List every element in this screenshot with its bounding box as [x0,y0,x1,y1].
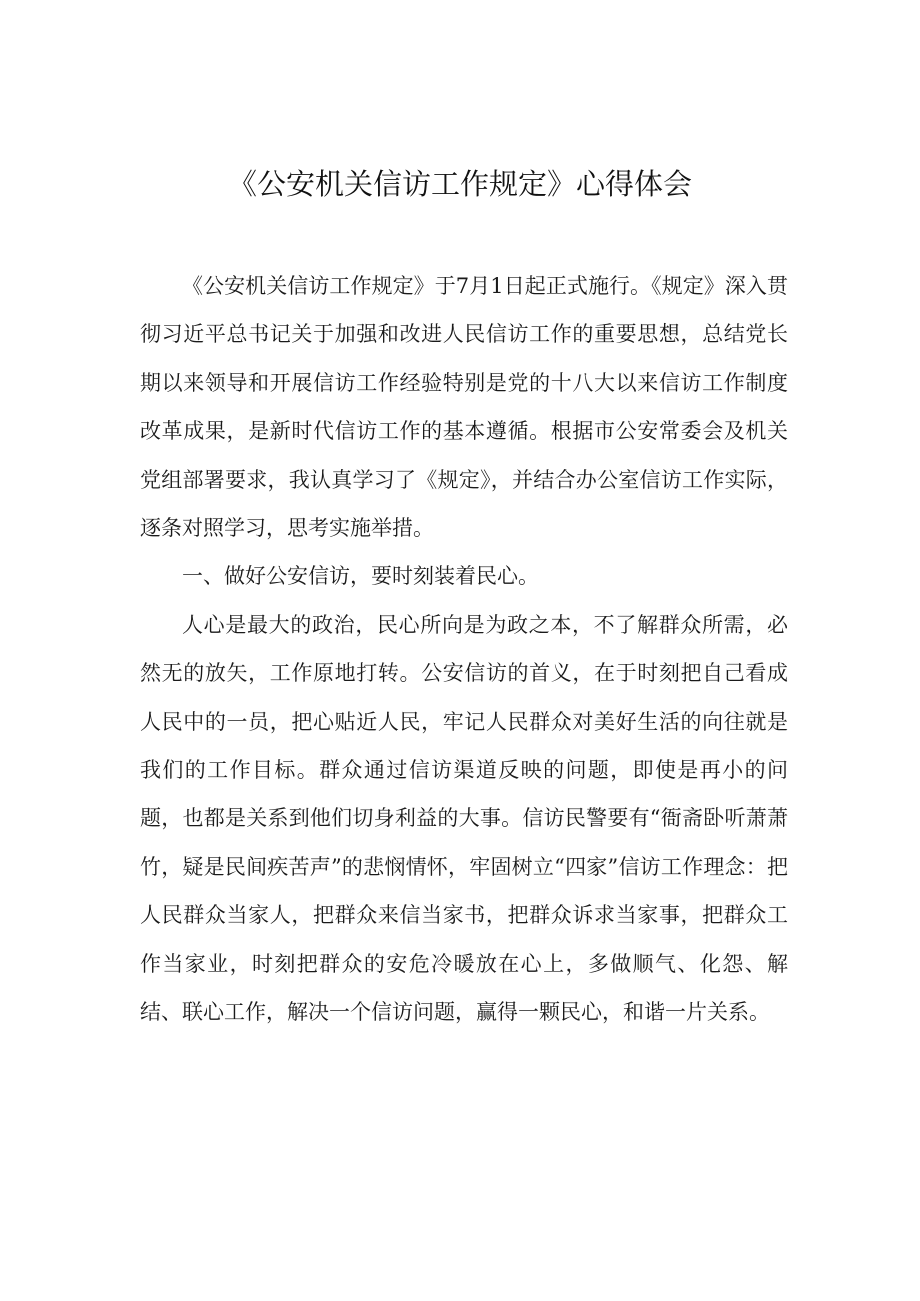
document-body [140,262,788,1037]
document-title: 《公安机关信访工作规定》心得体会 [227,167,692,201]
section-heading-1: 一、做好公安信访，要时刻装着民心。 [182,564,539,589]
paragraph-section-1: 人心是最大的政治，民心所向是为政之本，不了解群众所需，必然无的放矢，工作原地打转。公安信访的首义，在于时刻把自己看成人民中的一员，把心贴近人民，牢记人民群众对美好生活的向往就是我们的工作目标。群众通过信访渠道反映的问题，即使是再小的问题，也都是关系到他们切身利益的大事。信访民警要有“衙斋卧听萧萧竹，疑是民间疾苦声”的悲悯情怀，牢固树立“四家”信访工作理念：把人民群众当家人，把群众来信当家书，把群众诉求当家事，把群众工作当家业，时刻把群众的安危冷暖放在心上，多做顺气、化怨、解结、联心工作，解决一个信访问题，赢得一颗民心，和谐一片关系。 [140,612,788,1025]
paragraph-intro: 《公安机关信访工作规定》于7月1日起正式施行。《规定》深入贯彻习近平总书记关于加强和改进人民信访工作的重要思想，总结党长期以来领导和开展信访工作经验特别是党的十八大以来信访工作制度改革成果，是新时代信访工作的基本遵循。根据市公安常委会及机关党组部署要求，我认真学习了《规定》，并结合办公室信访工作实际，逐条对照学习，思考实施举措。 [140,274,788,541]
